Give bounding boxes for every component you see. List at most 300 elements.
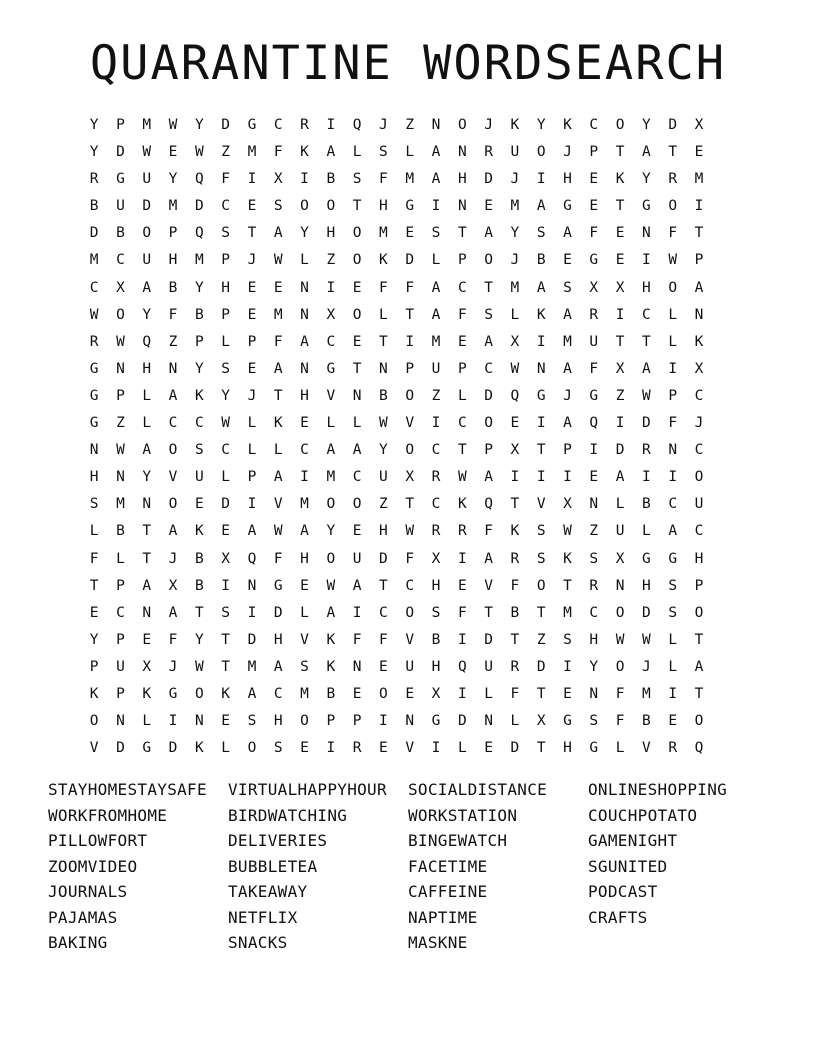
grid-letter: L — [221, 333, 230, 350]
grid-letter: G — [563, 198, 572, 215]
grid-letter: N — [194, 713, 204, 730]
grid-letter: Q — [589, 415, 599, 432]
grid-letter: S — [563, 631, 572, 648]
grid-letter: F — [273, 333, 283, 350]
grid-letter: A — [168, 523, 178, 540]
grid-letter: T — [405, 306, 415, 323]
grid-letter: E — [457, 577, 467, 594]
grid-letter: I — [457, 631, 467, 648]
grid-letter: D — [194, 198, 204, 215]
grid-letter: N — [405, 713, 415, 730]
grid-letter: U — [194, 469, 204, 486]
grid-letter: L — [457, 387, 467, 404]
grid-letter: S — [221, 360, 230, 377]
grid-letter: E — [457, 333, 467, 350]
grid-letter: K — [510, 523, 520, 540]
grid-letter: A — [300, 523, 309, 540]
grid-letter: J — [510, 252, 520, 269]
grid-letter: I — [326, 740, 336, 757]
grid-letter: P — [116, 685, 125, 702]
grid-letter: M — [89, 252, 99, 269]
grid-letter: W — [668, 252, 678, 269]
grid-letter: Y — [379, 442, 388, 459]
grid-letter: E — [352, 685, 362, 702]
grid-letter: S — [194, 442, 204, 459]
grid-letter: M — [431, 333, 441, 350]
grid-letter: Q — [194, 171, 204, 188]
grid-letter: I — [457, 685, 467, 702]
grid-letter: L — [352, 415, 362, 432]
grid-letter: U — [352, 550, 362, 567]
grid-letter: E — [221, 713, 230, 730]
grid-letter: C — [642, 306, 651, 323]
grid-letter: S — [431, 604, 441, 621]
grid-letter: F — [668, 415, 678, 432]
grid-letter: A — [326, 604, 336, 621]
grid-letter: D — [484, 171, 493, 188]
grid-letter: O — [300, 713, 309, 730]
grid-letter: N — [431, 117, 441, 133]
grid-letter: H — [589, 631, 599, 648]
grid-letter: K — [694, 333, 704, 350]
grid-letter: O — [168, 496, 178, 513]
grid-letter: C — [694, 523, 704, 540]
grid-letter: K — [615, 171, 625, 188]
grid-letter: F — [510, 685, 520, 702]
grid-letter: C — [221, 442, 230, 459]
grid-letter: G — [536, 387, 546, 404]
grid-letter: X — [431, 685, 441, 702]
grid-letter: O — [326, 550, 336, 567]
grid-letter: T — [352, 198, 362, 215]
grid-letter: R — [589, 306, 599, 323]
grid-letter: H — [642, 279, 651, 296]
grid-letter: A — [326, 144, 336, 161]
grid-letter: A — [142, 442, 152, 459]
grid-letter: D — [405, 252, 415, 269]
grid-letter: B — [326, 171, 336, 188]
grid-letter: Z — [116, 415, 125, 432]
word-list-item: PAJAMAS — [48, 907, 118, 927]
grid-letter: U — [484, 658, 493, 675]
grid-letter: V — [405, 415, 415, 432]
grid-letter: I — [431, 198, 441, 215]
grid-letter: Z — [405, 117, 415, 133]
word-list-item: VIRTUALHAPPYHOUR — [228, 780, 387, 799]
word-list-item: CRAFTS — [588, 907, 648, 927]
grid-letter: A — [273, 469, 283, 486]
grid-letter: T — [510, 631, 520, 648]
grid-letter: X — [615, 360, 625, 377]
word-list-item: GAMENIGHT — [588, 831, 678, 850]
grid-letter: T — [536, 740, 546, 757]
grid-letter: N — [116, 469, 125, 486]
grid-letter: W — [221, 415, 230, 432]
grid-letter: S — [431, 225, 441, 242]
grid-letter: W — [379, 415, 388, 432]
grid-letter: O — [405, 442, 415, 459]
grid-letter: I — [221, 577, 230, 594]
grid-letter: A — [642, 144, 651, 161]
grid-letter: S — [221, 225, 230, 242]
grid-letter: R — [668, 171, 678, 188]
grid-letter: K — [457, 496, 467, 513]
grid-letter: M — [194, 252, 204, 269]
grid-letter: B — [431, 631, 441, 648]
grid-letter: O — [194, 685, 204, 702]
grid-letter: O — [694, 469, 704, 486]
grid-letter: E — [615, 225, 625, 242]
grid-letter: X — [142, 658, 152, 675]
grid-letter: N — [116, 360, 125, 377]
grid-letter: I — [536, 415, 546, 432]
grid-letter: S — [668, 604, 678, 621]
grid-letter: A — [326, 442, 336, 459]
grid-letter: A — [168, 604, 178, 621]
grid-letter: W — [642, 631, 651, 648]
grid-letter: W — [142, 144, 152, 161]
grid-letter: C — [221, 198, 230, 215]
grid-letter: O — [615, 658, 625, 675]
word-list-item: BAKING — [48, 933, 108, 952]
grid-letter: G — [405, 198, 415, 215]
grid-letter: C — [694, 442, 704, 459]
grid-letter: U — [405, 658, 415, 675]
grid-letter: C — [668, 496, 678, 513]
grid-letter: C — [300, 442, 309, 459]
grid-letter: S — [536, 225, 546, 242]
grid-letter: G — [668, 550, 678, 567]
grid-letter: V — [89, 740, 99, 757]
grid-letter: R — [510, 550, 520, 567]
grid-letter: Z — [536, 631, 546, 648]
grid-letter: X — [273, 171, 283, 188]
grid-letter: G — [247, 117, 257, 133]
word-list-item: NETFLIX — [228, 907, 298, 927]
grid-letter: K — [142, 685, 152, 702]
word-list-item: ZOOMVIDEO — [48, 856, 138, 876]
grid-letter: M — [379, 225, 388, 242]
grid-letter: K — [194, 740, 204, 757]
grid-letter: H — [457, 171, 467, 188]
grid-letter: R — [300, 117, 309, 133]
grid-letter: D — [642, 604, 651, 621]
grid-letter: O — [89, 713, 99, 730]
grid-letter: O — [247, 740, 257, 757]
grid-letter: R — [457, 523, 467, 540]
grid-letter: R — [510, 658, 520, 675]
grid-letter: L — [615, 496, 625, 513]
grid-letter: T — [221, 658, 230, 675]
grid-letter: R — [431, 469, 441, 486]
word-list-item: WORKSTATION — [408, 805, 518, 825]
grid-letter: E — [247, 306, 257, 323]
grid-letter: I — [300, 171, 309, 188]
grid-letter: D — [379, 550, 388, 567]
grid-letter: O — [116, 306, 125, 323]
grid-letter: H — [168, 252, 178, 269]
grid-letter: A — [484, 469, 493, 486]
grid-letter: W — [168, 117, 178, 133]
grid-letter: A — [431, 306, 441, 323]
word-list-item: JOURNALS — [48, 882, 128, 901]
grid-letter: Y — [642, 171, 651, 188]
grid-letter: L — [431, 252, 441, 269]
grid-letter: L — [326, 415, 336, 432]
grid-letter: V — [405, 740, 415, 757]
grid-letter: S — [668, 577, 678, 594]
grid-letter: K — [300, 144, 309, 161]
grid-letter: D — [642, 415, 651, 432]
grid-letter: S — [273, 740, 283, 757]
grid-letter: O — [484, 415, 493, 432]
grid-letter: A — [694, 658, 704, 675]
grid-letter: H — [326, 225, 336, 242]
grid-letter: W — [510, 360, 520, 377]
grid-letter: M — [510, 279, 520, 296]
grid-letter: Y — [194, 631, 204, 648]
grid-letter: I — [536, 171, 546, 188]
grid-letter: N — [352, 658, 362, 675]
grid-letter: J — [642, 658, 651, 675]
grid-letter: M — [642, 685, 651, 702]
grid-letter: N — [300, 306, 309, 323]
grid-letter: G — [431, 713, 441, 730]
grid-letter: P — [221, 252, 230, 269]
grid-letter: G — [589, 387, 599, 404]
grid-letter: R — [431, 523, 441, 540]
grid-letter: P — [116, 387, 125, 404]
grid-letter: L — [247, 415, 257, 432]
grid-letter: N — [457, 198, 467, 215]
grid-letter: T — [405, 496, 415, 513]
grid-letter: J — [379, 117, 388, 133]
grid-letter: L — [668, 333, 678, 350]
grid-letter: Z — [615, 387, 625, 404]
grid-letter: V — [168, 469, 178, 486]
grid-letter: L — [668, 658, 678, 675]
word-list-item: TAKEAWAY — [228, 882, 308, 901]
grid-letter: C — [352, 469, 362, 486]
grid-letter: G — [168, 685, 178, 702]
grid-letter: W — [615, 631, 625, 648]
grid-letter: B — [536, 252, 546, 269]
grid-letter: G — [142, 740, 152, 757]
grid-letter: E — [379, 658, 388, 675]
grid-letter: D — [142, 198, 152, 215]
grid-letter: L — [352, 144, 362, 161]
grid-letter: L — [668, 306, 678, 323]
grid-letter: S — [89, 496, 99, 513]
grid-letter: G — [116, 171, 125, 188]
grid-letter: F — [457, 306, 467, 323]
grid-letter: I — [247, 171, 257, 188]
grid-letter: L — [510, 713, 520, 730]
grid-letter: K — [510, 117, 520, 133]
grid-letter: D — [221, 496, 230, 513]
grid-letter: F — [379, 631, 388, 648]
grid-letter: L — [379, 306, 388, 323]
grid-letter: P — [484, 442, 493, 459]
grid-letter: H — [642, 577, 651, 594]
grid-letter: S — [484, 306, 493, 323]
word-list-item: FACETIME — [408, 856, 488, 876]
grid-letter: F — [89, 550, 99, 567]
grid-letter: L — [142, 713, 152, 730]
grid-letter: C — [694, 387, 704, 404]
grid-letter: N — [457, 144, 467, 161]
grid-letter: M — [300, 685, 309, 702]
grid-letter: Y — [168, 171, 178, 188]
grid-letter: D — [116, 740, 125, 757]
grid-letter: X — [615, 279, 625, 296]
grid-letter: B — [194, 306, 204, 323]
grid-letter: N — [89, 442, 99, 459]
grid-letter: J — [694, 415, 704, 432]
grid-letter: D — [510, 740, 520, 757]
grid-letter: T — [615, 144, 625, 161]
grid-letter: E — [352, 279, 362, 296]
grid-letter: Y — [300, 225, 309, 242]
grid-letter: U — [116, 658, 125, 675]
grid-letter: L — [300, 252, 309, 269]
grid-letter: O — [615, 604, 625, 621]
grid-letter: K — [194, 387, 204, 404]
grid-letter: I — [405, 333, 415, 350]
grid-letter: I — [615, 306, 625, 323]
grid-letter: L — [247, 442, 257, 459]
grid-letter: U — [142, 252, 152, 269]
word-list-item: SNACKS — [228, 933, 288, 952]
grid-letter: N — [536, 360, 546, 377]
grid-letter: G — [89, 415, 99, 432]
grid-letter: Z — [168, 333, 178, 350]
word-list-item: STAYHOMESTAYSAFE — [48, 780, 207, 799]
grid-letter: F — [352, 631, 362, 648]
grid-letter: R — [484, 144, 493, 161]
grid-letter: S — [273, 198, 283, 215]
grid-letter: C — [273, 685, 283, 702]
grid-letter: X — [431, 550, 441, 567]
grid-letter: B — [168, 279, 178, 296]
grid-letter: S — [589, 550, 599, 567]
grid-letter: I — [642, 252, 651, 269]
grid-letter: I — [300, 469, 309, 486]
grid-letter: O — [300, 198, 309, 215]
grid-letter: C — [326, 333, 336, 350]
grid-letter: N — [142, 604, 152, 621]
grid-letter: T — [484, 279, 493, 296]
grid-letter: T — [668, 144, 678, 161]
grid-letter: H — [300, 387, 309, 404]
grid-letter: A — [536, 279, 546, 296]
grid-letter: D — [168, 740, 178, 757]
grid-letter: D — [457, 713, 467, 730]
grid-letter: U — [142, 171, 152, 188]
grid-letter: O — [694, 604, 704, 621]
grid-letter: Y — [536, 117, 546, 133]
grid-letter: G — [326, 360, 336, 377]
grid-letter: D — [89, 225, 99, 242]
grid-letter: Y — [89, 631, 99, 648]
grid-letter: D — [615, 442, 625, 459]
grid-letter: E — [194, 496, 204, 513]
grid-letter: T — [247, 225, 257, 242]
grid-letter: C — [589, 117, 599, 133]
grid-letter: T — [536, 604, 546, 621]
grid-letter: P — [194, 333, 204, 350]
grid-letter: S — [221, 604, 230, 621]
grid-letter: Y — [510, 225, 520, 242]
grid-letter: A — [484, 550, 493, 567]
grid-letter: E — [273, 279, 283, 296]
word-list-item: BIRDWATCHING — [228, 805, 348, 825]
grid-letter: C — [89, 279, 99, 296]
grid-letter: O — [168, 442, 178, 459]
grid-letter: E — [510, 415, 520, 432]
grid-letter: I — [326, 117, 336, 133]
grid-letter: H — [300, 550, 309, 567]
grid-letter: K — [194, 523, 204, 540]
grid-letter: F — [221, 171, 230, 188]
grid-letter: A — [694, 279, 704, 296]
grid-letter: E — [563, 685, 572, 702]
grid-letter: M — [168, 198, 178, 215]
grid-letter: A — [668, 523, 678, 540]
grid-letter: P — [457, 252, 467, 269]
grid-letter: U — [431, 360, 441, 377]
grid-letter: C — [405, 577, 415, 594]
grid-letter: E — [405, 685, 415, 702]
grid-letter: A — [431, 144, 441, 161]
grid-letter: D — [484, 387, 493, 404]
grid-letter: Q — [457, 658, 467, 675]
grid-letter: T — [536, 442, 546, 459]
grid-letter: I — [431, 415, 441, 432]
grid-letter: K — [326, 658, 336, 675]
grid-letter: T — [563, 577, 572, 594]
grid-letter: K — [89, 685, 99, 702]
grid-letter: A — [142, 577, 152, 594]
grid-letter: A — [273, 225, 283, 242]
grid-letter: D — [116, 144, 125, 161]
grid-letter: E — [668, 713, 678, 730]
grid-letter: X — [615, 550, 625, 567]
word-list-item: DELIVERIES — [228, 831, 328, 850]
grid-letter: H — [694, 550, 704, 567]
grid-letter: W — [273, 252, 283, 269]
grid-letter: E — [247, 279, 257, 296]
grid-letter: S — [563, 279, 572, 296]
grid-letter: A — [563, 415, 572, 432]
grid-letter: L — [89, 523, 99, 540]
grid-letter: A — [563, 306, 572, 323]
grid-letter: O — [484, 252, 493, 269]
grid-letter: I — [379, 713, 388, 730]
word-list-item: MASKNE — [408, 933, 468, 952]
grid-letter: S — [589, 713, 599, 730]
grid-letter: V — [300, 631, 309, 648]
grid-letter: P — [405, 360, 415, 377]
grid-letter: X — [589, 279, 599, 296]
word-list-item: BUBBLETEA — [228, 856, 318, 876]
grid-letter: R — [89, 171, 99, 188]
grid-letter: O — [142, 225, 152, 242]
grid-letter: F — [273, 550, 283, 567]
grid-letter: Z — [379, 496, 388, 513]
grid-letter: V — [273, 496, 283, 513]
grid-letter: T — [615, 198, 625, 215]
